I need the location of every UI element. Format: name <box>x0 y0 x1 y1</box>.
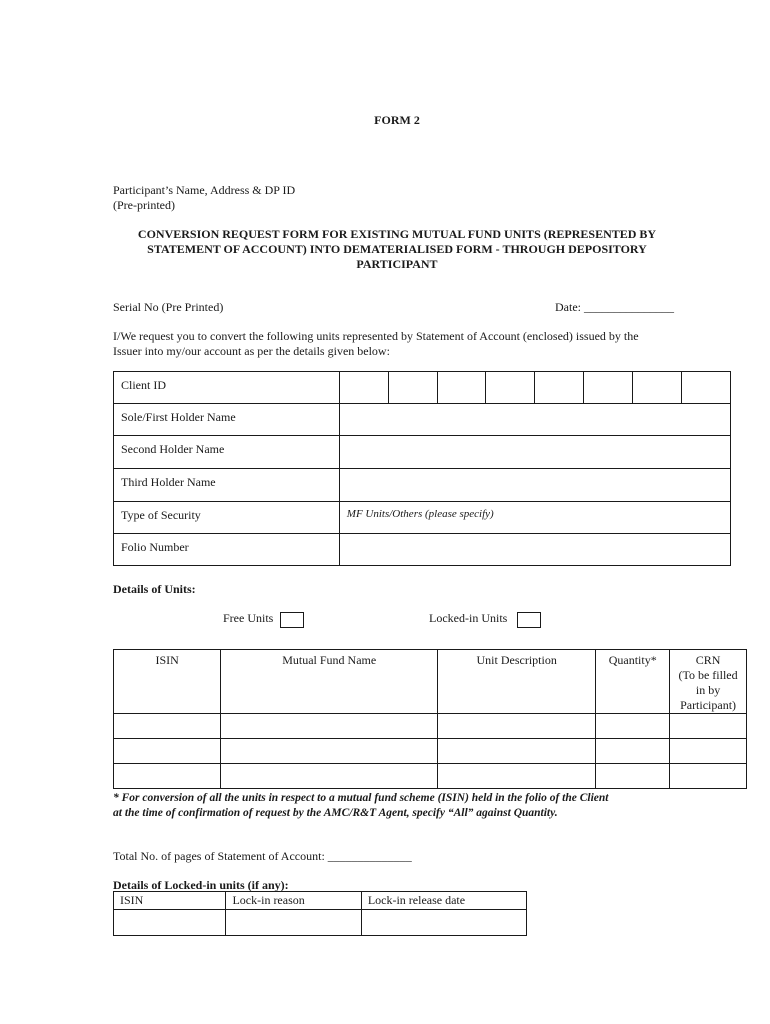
fund-name-cell[interactable] <box>221 714 438 739</box>
client-id-box-6[interactable] <box>584 372 633 404</box>
footnote-line-2: at the time of confirmation of request by the AMC/R&T Agent, specify “All” against Quantity. <box>113 807 558 819</box>
crn-line-4: Participant) <box>680 698 737 712</box>
form-heading <box>100 227 694 272</box>
sole-holder-label: Sole/First Holder Name <box>114 404 340 436</box>
locked-reason-cell[interactable] <box>226 910 361 936</box>
quantity-cell[interactable] <box>596 739 670 764</box>
units-table <box>113 649 747 789</box>
unit-description-cell[interactable] <box>438 764 596 789</box>
unit-description-cell[interactable] <box>438 739 596 764</box>
serial-number-label: Serial No (Pre Printed) <box>113 300 224 314</box>
locked-in-table <box>113 891 527 936</box>
isin-cell[interactable] <box>114 739 221 764</box>
locked-header-reason: Lock-in reason <box>226 892 361 910</box>
client-id-box-5[interactable] <box>535 372 584 404</box>
locked-isin-cell[interactable] <box>114 910 226 936</box>
units-header-isin: ISIN <box>114 650 221 714</box>
third-holder-field[interactable] <box>339 469 730 502</box>
heading-line-3: PARTICIPANT <box>356 257 438 271</box>
client-id-box-8[interactable] <box>682 372 731 404</box>
quantity-footnote <box>113 791 753 821</box>
locked-header-isin: ISIN <box>114 892 226 910</box>
total-pages-field[interactable]: Total No. of pages of Statement of Account: ______________ <box>113 849 412 863</box>
type-of-security-field[interactable]: MF Units/Others (please specify) <box>339 502 730 534</box>
locked-in-units-label: Locked-in Units <box>429 611 508 625</box>
locked-release-date-cell[interactable] <box>361 910 526 936</box>
crn-cell[interactable] <box>670 714 747 739</box>
client-id-box-2[interactable] <box>388 372 437 404</box>
request-text <box>113 329 733 359</box>
form-title: FORM 2 <box>374 113 420 127</box>
heading-line-2: STATEMENT OF ACCOUNT) INTO DEMATERIALISED FORM - THROUGH DEPOSITORY <box>147 242 647 256</box>
second-holder-label: Second Holder Name <box>114 436 340 469</box>
table-row <box>114 910 527 936</box>
participant-label: Participant’s Name, Address & DP ID <box>113 183 296 197</box>
client-id-box-4[interactable] <box>486 372 535 404</box>
request-text-line-2: Issuer into my/our account as per the details given below: <box>113 344 390 358</box>
crn-line-1: CRN <box>695 653 721 667</box>
fund-name-cell[interactable] <box>221 764 438 789</box>
units-header-crn <box>670 650 747 714</box>
quantity-cell[interactable] <box>596 764 670 789</box>
sole-holder-field[interactable] <box>339 404 730 436</box>
crn-line-2: (To be filled <box>678 668 738 682</box>
table-row <box>114 739 747 764</box>
locked-in-details-heading: Details of Locked-in units (if any): <box>113 878 289 892</box>
free-units-checkbox[interactable] <box>280 612 304 628</box>
crn-cell[interactable] <box>670 739 747 764</box>
client-details-table <box>113 371 731 566</box>
locked-header-release-date: Lock-in release date <box>361 892 526 910</box>
table-row <box>114 714 747 739</box>
fund-name-cell[interactable] <box>221 739 438 764</box>
crn-cell[interactable] <box>670 764 747 789</box>
unit-description-cell[interactable] <box>438 714 596 739</box>
third-holder-label: Third Holder Name <box>114 469 340 502</box>
client-id-label: Client ID <box>114 372 340 404</box>
isin-cell[interactable] <box>114 714 221 739</box>
second-holder-field[interactable] <box>339 436 730 469</box>
units-header-unit-description: Unit Description <box>438 650 596 714</box>
heading-line-1: CONVERSION REQUEST FORM FOR EXISTING MUTUAL FUND UNITS (REPRESENTED BY <box>137 227 657 241</box>
details-of-units-heading: Details of Units: <box>113 582 196 596</box>
locked-in-units-checkbox[interactable] <box>517 612 541 628</box>
free-units-label: Free Units <box>223 611 274 625</box>
folio-number-label: Folio Number <box>114 534 340 566</box>
quantity-cell[interactable] <box>596 714 670 739</box>
client-id-box-3[interactable] <box>437 372 486 404</box>
type-of-security-label: Type of Security <box>114 502 340 534</box>
folio-number-field[interactable] <box>339 534 730 566</box>
units-header-quantity: Quantity* <box>596 650 670 714</box>
client-id-box-1[interactable] <box>339 372 388 404</box>
table-row <box>114 764 747 789</box>
isin-cell[interactable] <box>114 764 221 789</box>
footnote-line-1: * For conversion of all the units in respect to a mutual fund scheme (ISIN) held in the folio of the Client <box>113 792 609 804</box>
units-header-fund-name: Mutual Fund Name <box>221 650 438 714</box>
crn-line-3: in by <box>695 683 721 697</box>
participant-preprinted-note: (Pre-printed) <box>113 198 175 212</box>
request-text-line-1: I/We request you to convert the following units represented by Statement of Account (enclosed) issued by the <box>113 329 639 343</box>
date-field[interactable]: Date: _______________ <box>555 300 674 314</box>
client-id-box-7[interactable] <box>633 372 682 404</box>
